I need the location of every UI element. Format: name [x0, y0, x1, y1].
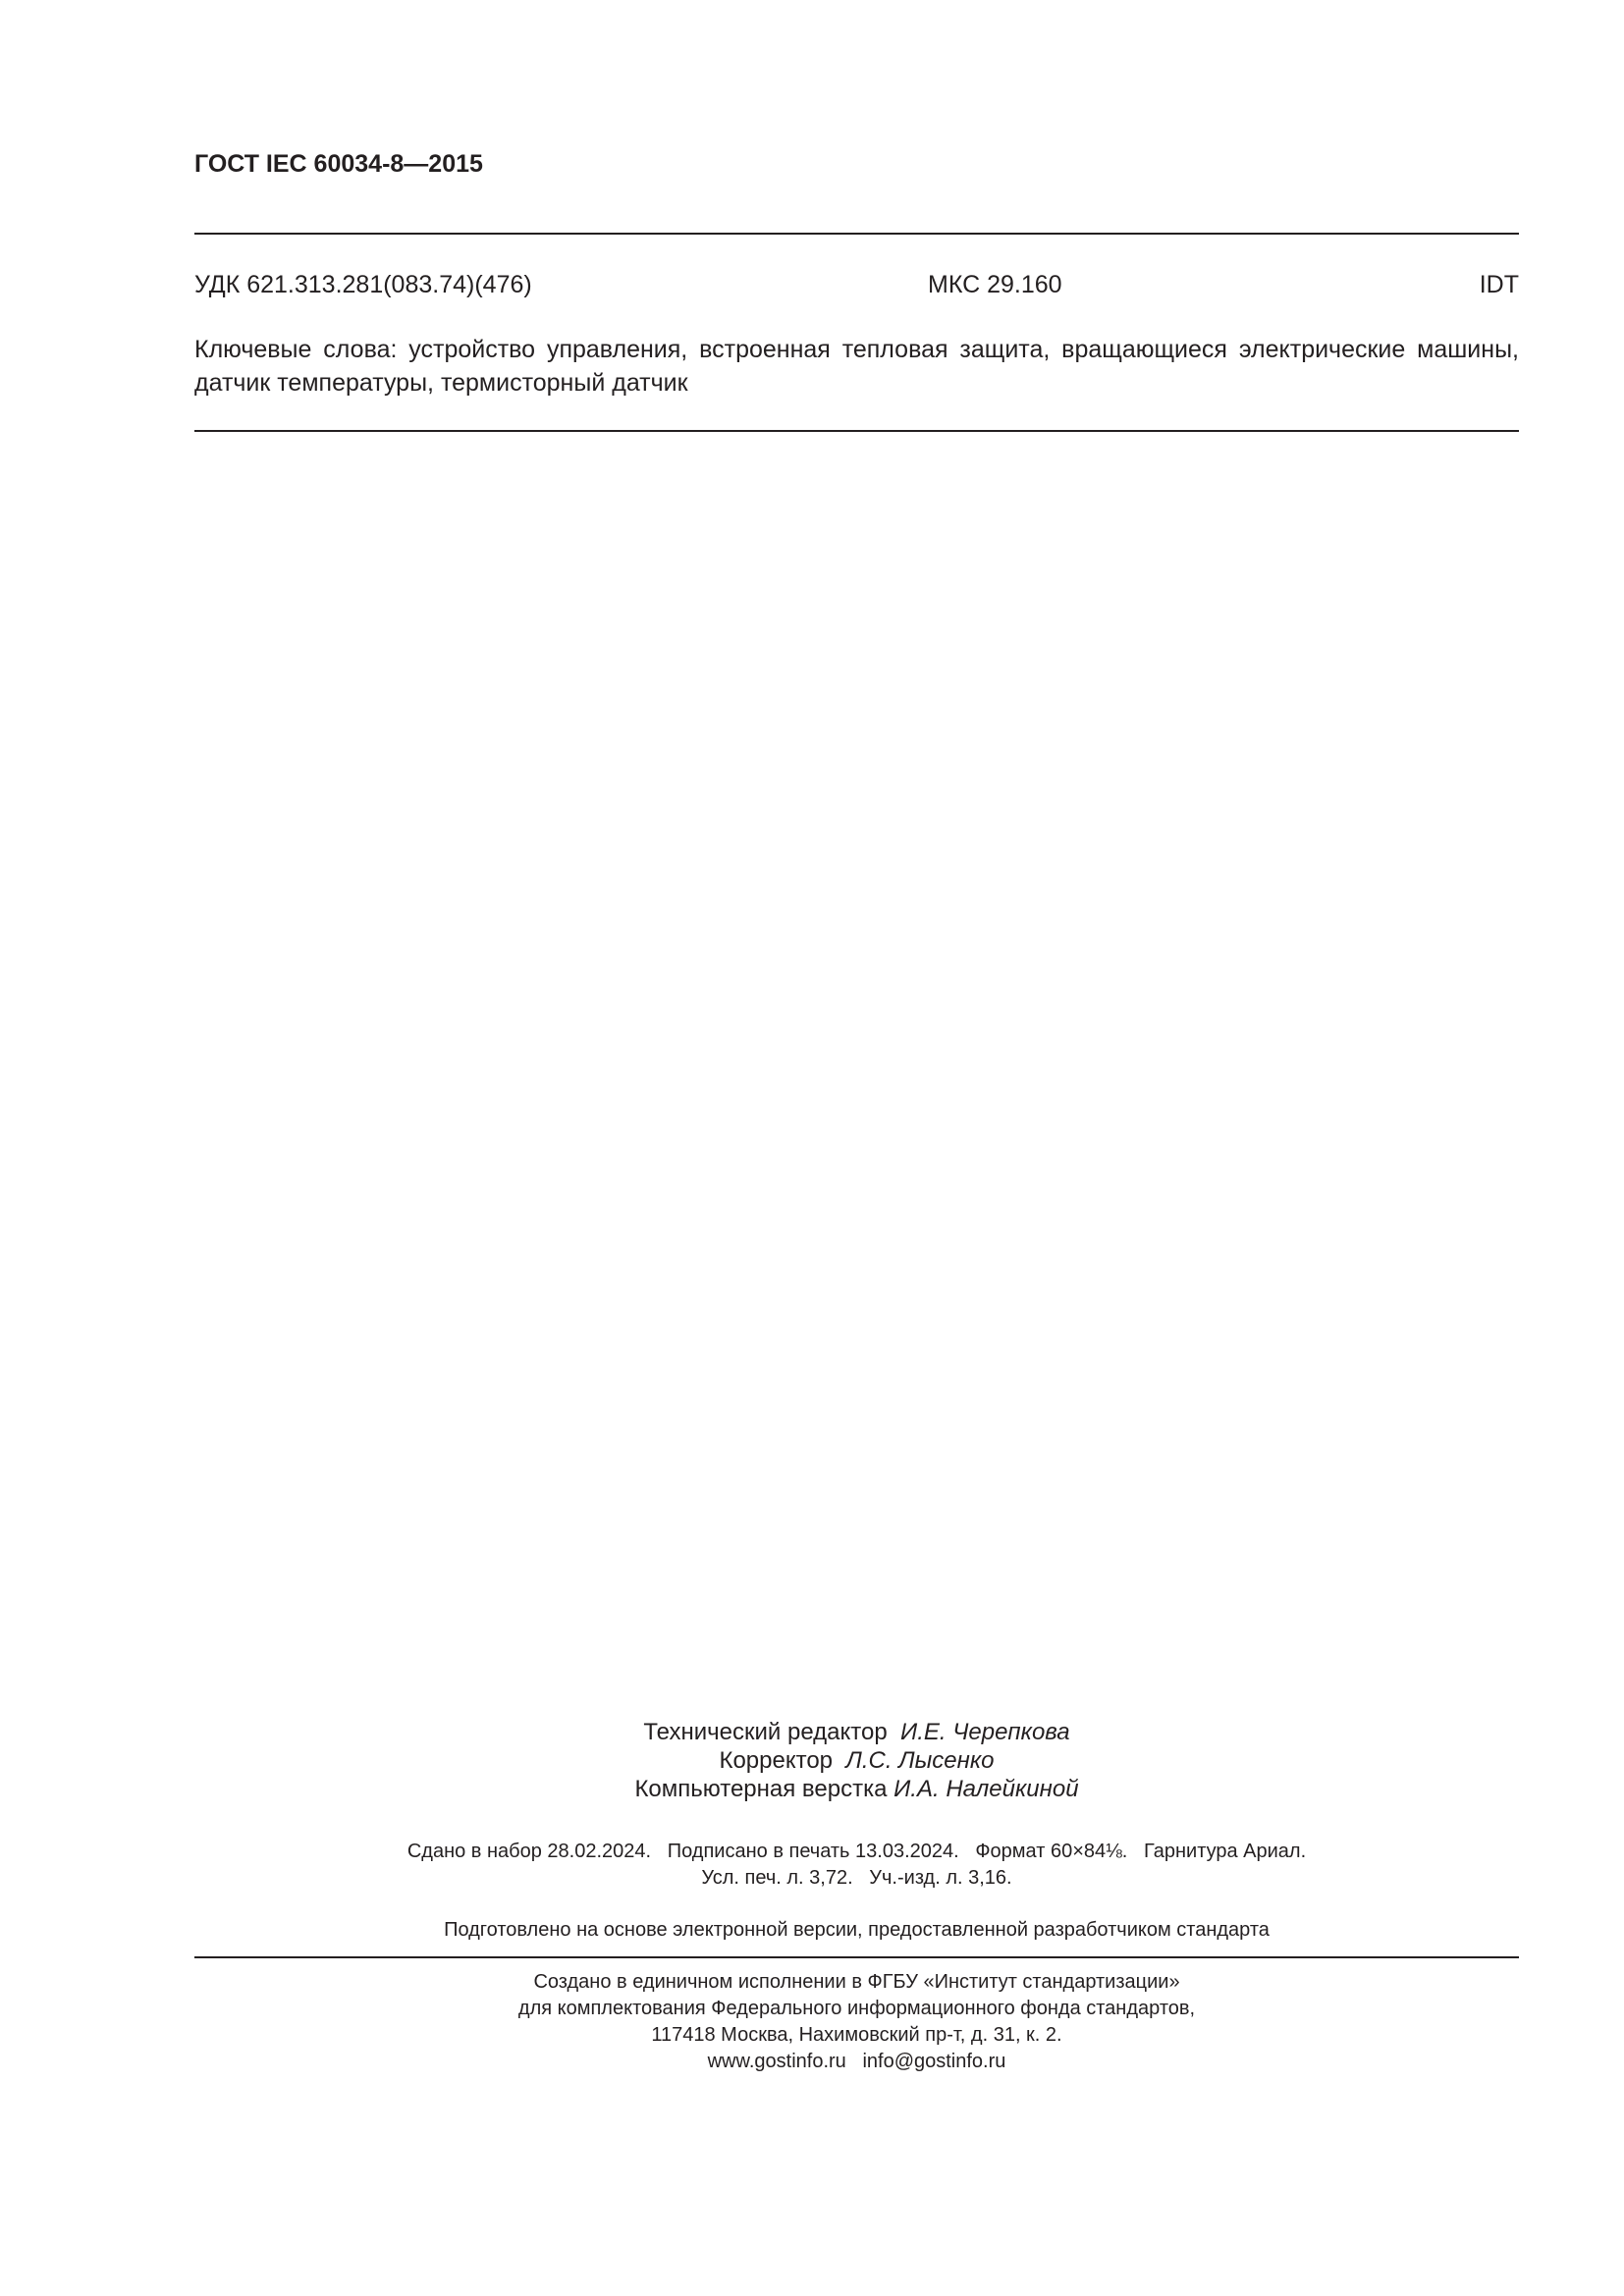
staff-role: Компьютерная верстка [634, 1776, 888, 1802]
document-id: ГОСТ IEC 60034-8—2015 [194, 150, 483, 178]
staff-name: И.А. Налейкиной [893, 1776, 1079, 1802]
publisher-info [194, 1969, 1519, 2075]
publisher-line: Создано в единичном исполнении в ФГБУ «Институт стандартизации» [533, 1971, 1180, 1993]
print-info-line: Усл. печ. л. 3,72. Уч.-изд. л. 3,16. [701, 1867, 1012, 1889]
staff-line-editor [194, 1718, 1519, 1746]
keywords: Ключевые слова: устройство управления, встроенная тепловая защита, вращающиеся электрические машины, датчик температуры, термисторный датчик [194, 336, 1519, 397]
staff-credits [194, 1718, 1519, 1803]
udk-code: УДК 621.313.281(083.74)(476) [194, 271, 532, 298]
print-info [194, 1839, 1519, 1892]
keywords-divider [194, 430, 1519, 432]
print-info-line: Сдано в набор 28.02.2024. Подписано в печать 13.03.2024. Формат 60×84⅛. Гарнитура Ариал. [406, 1841, 1307, 1862]
top-divider [194, 233, 1519, 235]
mks-code: МКС 29.160 [928, 271, 1062, 298]
staff-role: Корректор [719, 1747, 834, 1774]
staff-role: Технический редактор [643, 1719, 888, 1745]
publisher-contacts: www.gostinfo.ru info@gostinfo.ru [707, 2051, 1006, 2072]
prepared-note: Подготовлено на основе электронной версии, предоставленной разработчиком стандарта [444, 1919, 1270, 1941]
staff-name: Л.С. Лысенко [845, 1747, 995, 1774]
staff-name: И.Е. Черепкова [900, 1719, 1070, 1745]
equivalence-code: IDT [1479, 271, 1519, 298]
classification-row [194, 268, 1519, 301]
publisher-line: 117418 Москва, Нахимовский пр-т, д. 31, к. 2. [651, 2024, 1062, 2046]
staff-line-layout [194, 1775, 1519, 1803]
bottom-divider [194, 1956, 1519, 1958]
publisher-line: для комплектования Федерального информационного фонда стандартов, [517, 1998, 1196, 2019]
staff-line-corrector [194, 1746, 1519, 1775]
